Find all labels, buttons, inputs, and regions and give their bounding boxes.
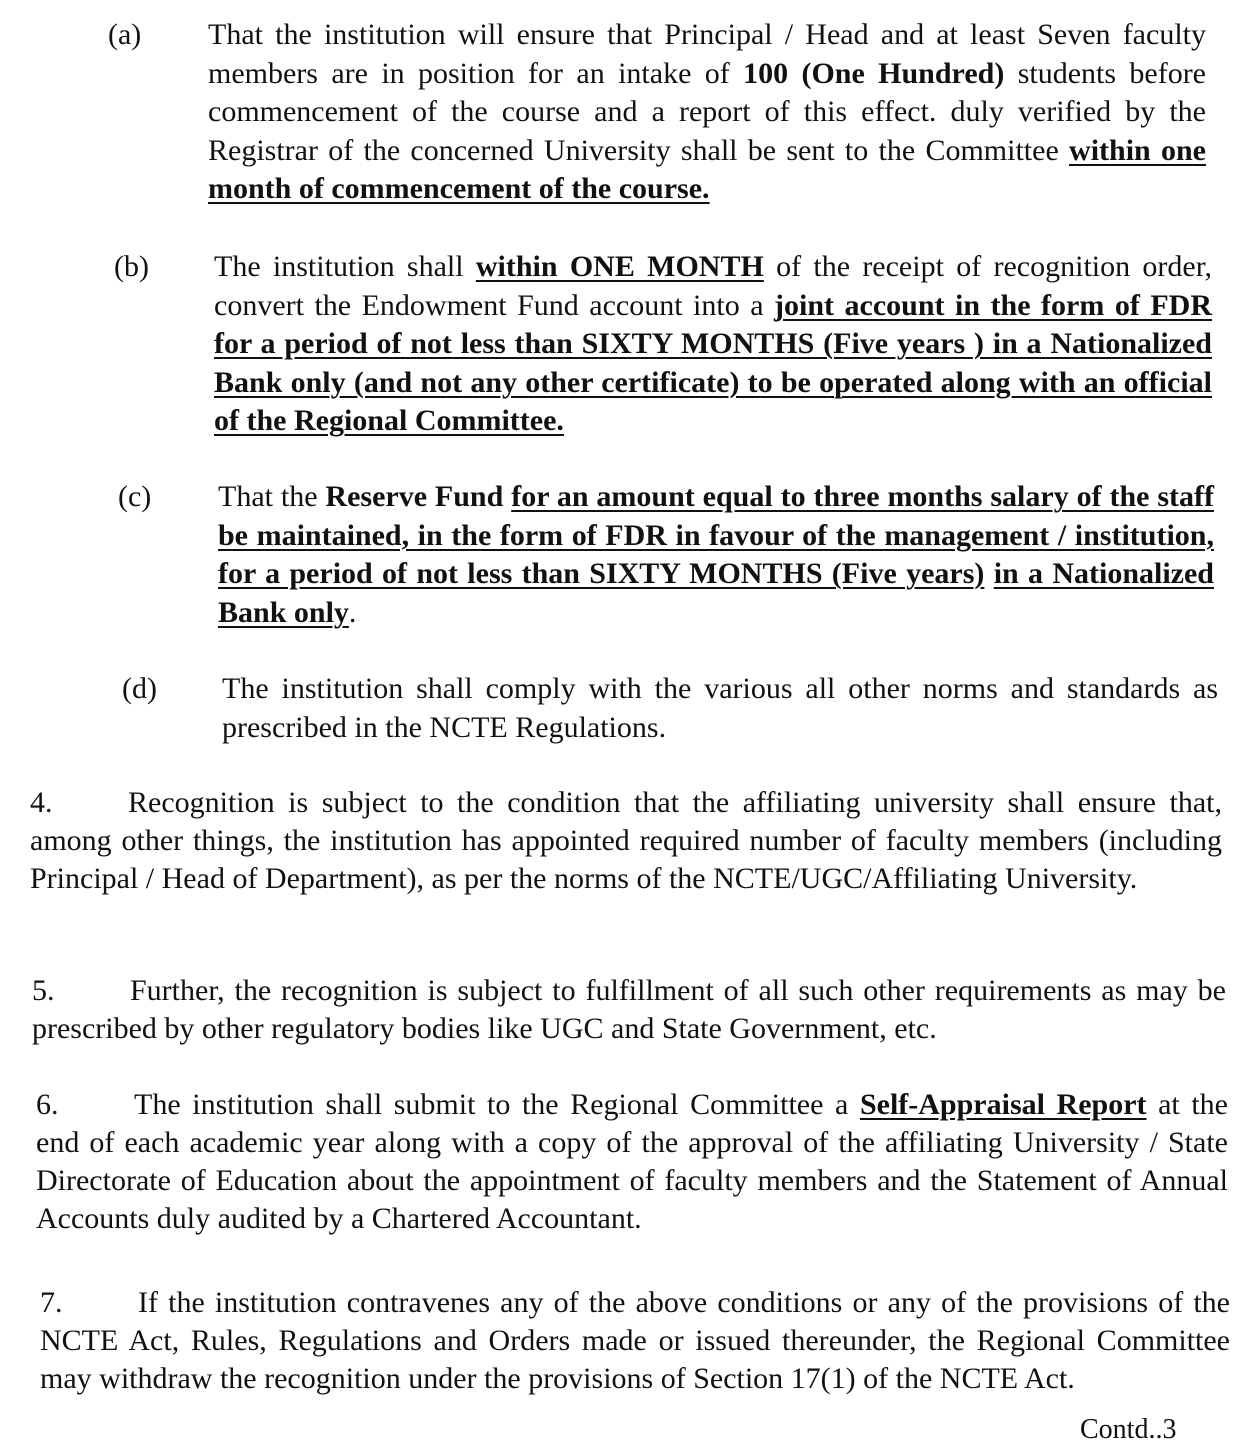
paragraph-7: [40, 1284, 1230, 1398]
subclause-text: [214, 248, 1212, 441]
subclause-label: (d): [122, 672, 157, 705]
text-segment: of the receipt of recognition order, convert the Endowment Fund account into a: [214, 250, 1212, 322]
subclause-label: (b): [114, 250, 149, 283]
deadline-emphasis: within ONE MONTH: [475, 250, 764, 283]
subclause-label: (a): [108, 18, 142, 51]
paragraph-number: 6.: [36, 1088, 59, 1121]
text-segment: The institution shall: [214, 250, 476, 283]
intake-count: 100 (One Hundred): [743, 56, 1005, 90]
subclause-d: [122, 670, 1218, 747]
paragraph-6: [36, 1086, 1228, 1238]
fdr-requirement-emphasis: joint account in the form of FDR for a period of not less than SIXTY MONTHS (Five years ) in a Nationalized Bank only (and not any other certificate) to be operated along with an official of the Regional Committee.: [214, 288, 1212, 437]
subclause-text: [222, 670, 1218, 747]
paragraph-text: Further, the recognition is subject to fulfillment of all such other requirements as may be prescribed by other regulatory bodies like UGC and State Government, etc.: [32, 974, 1226, 1045]
deadline-emphasis: within one month of commencement of the course.: [208, 133, 1206, 205]
paragraph-4: [30, 784, 1222, 898]
paragraph-text: at the end of each academic year along with a copy of the approval of the affiliating University / State Directorate of Education about the appointment of faculty members and the Statement of Annual Accounts duly audited by a Chartered Accountant.: [36, 1088, 1229, 1235]
paragraph-text: The institution shall submit to the Regional Committee a: [134, 1088, 860, 1121]
paragraph-5: [32, 972, 1226, 1048]
self-appraisal-report-emphasis: Self-Appraisal Report: [859, 1088, 1147, 1121]
subclause-b: [114, 248, 1212, 441]
paragraph-number: 7.: [40, 1286, 63, 1319]
subclause-c: [118, 478, 1214, 632]
paragraph-text: If the institution contravenes any of the above conditions or any of the provisions of the NCTE Act, Rules, Regulations and Orders made or issued thereunder, the Regional Committee may withdraw the recognition under the provisions of Section 17(1) of the NCTE Act.: [40, 1286, 1230, 1395]
paragraph-number: 5.: [32, 974, 55, 1007]
reserve-fund-emphasis: for an amount equal to three months salary of the staff be maintained, in the form of FDR in favour of the management / institution, for a period of not less than SIXTY MONTHS (Five years): [218, 480, 1214, 590]
continued-marker: Contd..3: [1080, 1414, 1177, 1445]
text-segment: students before commencement of the course and a report of this effect. duly verified by the Registrar of the concerned University shall be sent to the Committee: [208, 56, 1207, 167]
text-segment: .: [348, 595, 357, 629]
subclause-text: [218, 478, 1214, 632]
text-segment: That the institution will ensure that Principal / Head and at least Seven faculty members are in position for an intake of: [208, 18, 1206, 90]
text-segment: [984, 557, 993, 590]
subclause-label: (c): [118, 480, 152, 513]
paragraph-text: Recognition is subject to the condition that the affiliating university shall ensure that, among other things, the institution has appointed required number of faculty members (including Principal / Head of Department), as per the norms of the NCTE/UGC/Affiliating University.: [30, 786, 1222, 895]
text-segment: The institution shall comply with the various all other norms and standards as prescribed in the NCTE Regulations.: [222, 672, 1218, 744]
reserve-fund-term: Reserve Fund: [325, 480, 504, 513]
bank-emphasis: in a Nationalized Bank only: [218, 557, 1214, 629]
paragraph-number: 4.: [30, 786, 53, 819]
text-segment: That the: [218, 480, 326, 513]
subclause-a: [108, 16, 1206, 209]
subclause-text: [208, 16, 1206, 209]
